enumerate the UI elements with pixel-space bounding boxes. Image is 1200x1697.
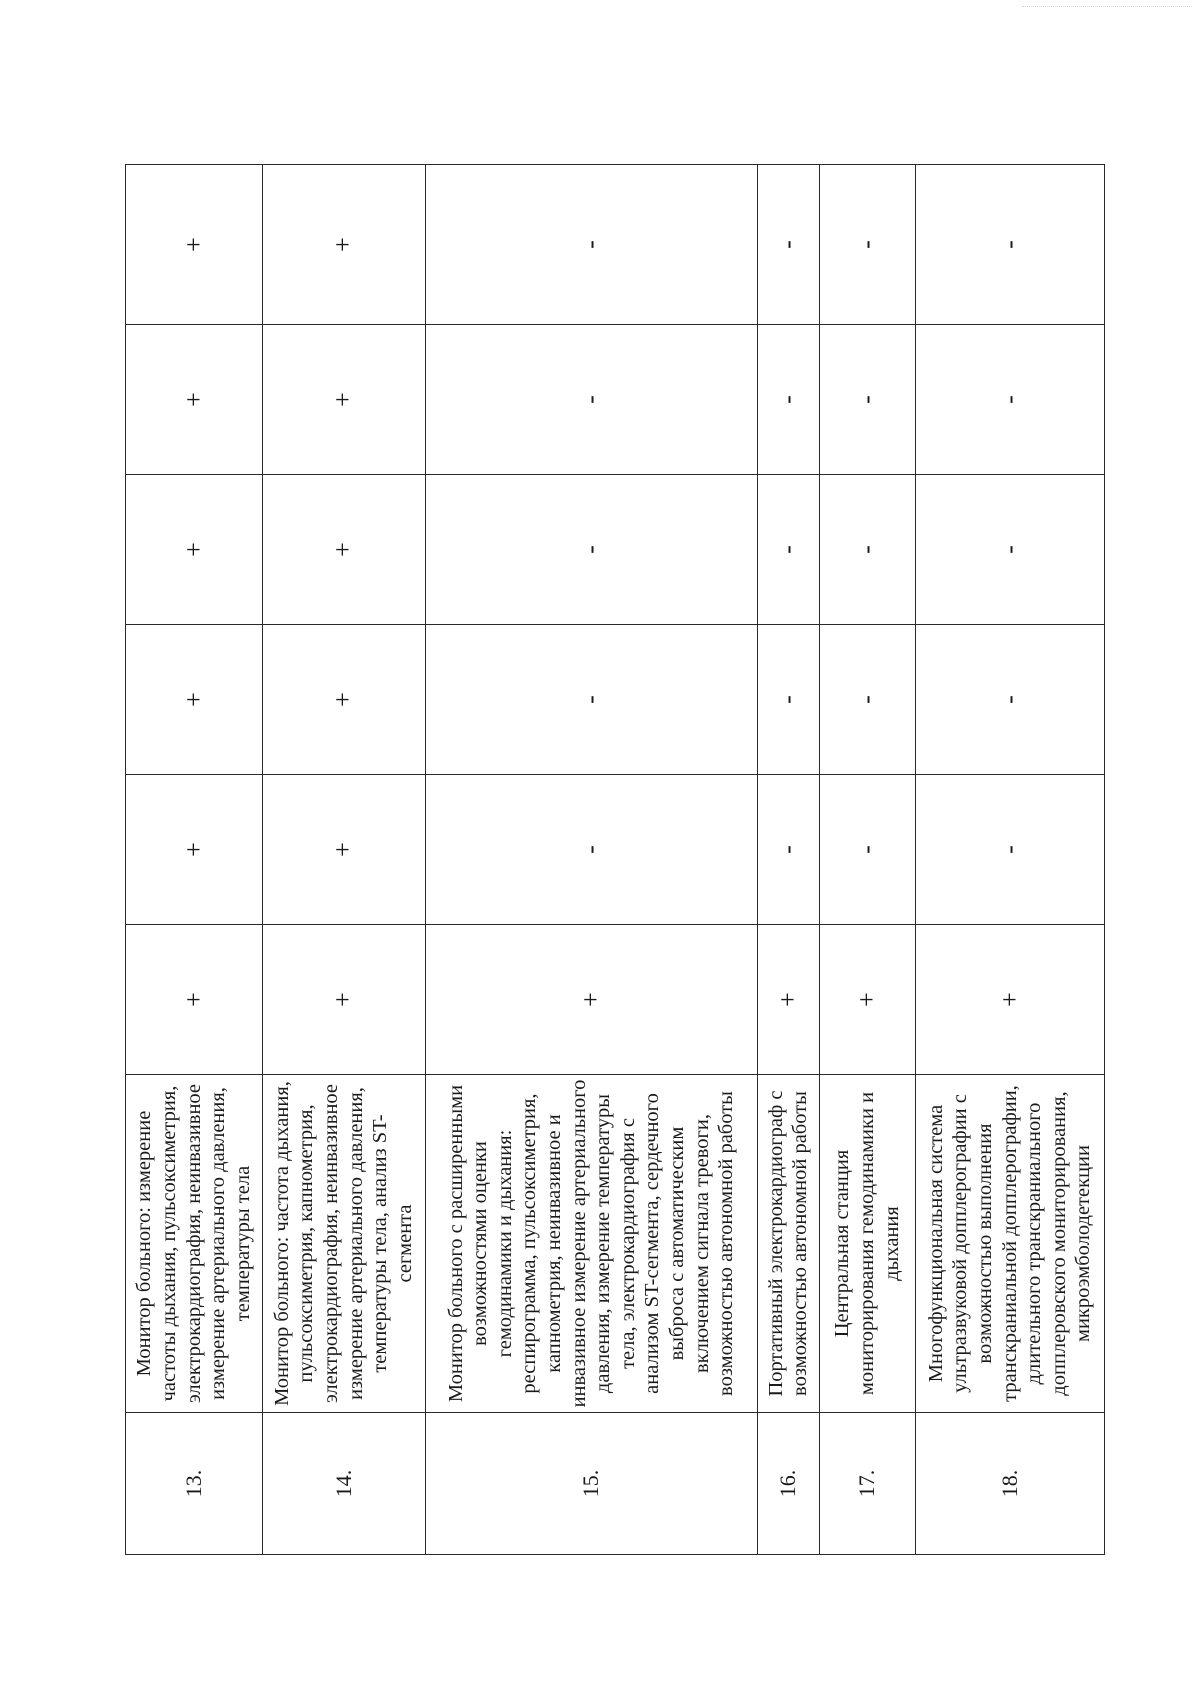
row-mark: - [915, 325, 1104, 475]
row-mark: - [819, 325, 915, 475]
row-mark: + [915, 925, 1104, 1075]
row-number: 13. [126, 1413, 263, 1555]
row-description: Монитор больного с расширенными возможностями оценки гемодинамики и дыхания: респирограмма, пульсоксиметрия, капнометрия, неинвазивное и инвазивное измерение артериального давления, измерение температуры тела, электрокардиография с анализом ST-сегмента, сердечного выброса с автоматическим включением сигнала тревоги, возможностью автономной работы [425, 1075, 757, 1413]
row-mark: + [262, 625, 425, 775]
row-mark: + [126, 325, 263, 475]
row-mark: + [819, 925, 915, 1075]
equipment-table [125, 164, 1105, 1555]
row-mark: - [757, 625, 819, 775]
row-mark: - [757, 775, 819, 925]
row-mark: - [819, 475, 915, 625]
row-number: 14. [262, 1413, 425, 1555]
row-mark: - [425, 625, 757, 775]
row-mark: + [757, 925, 819, 1075]
row-mark: - [819, 165, 915, 325]
row-mark: + [126, 475, 263, 625]
row-number: 16. [757, 1413, 819, 1555]
row-description: Многофункциональная система ультразвуковой допплерографии с возможностью выполнения транскраниальной допплерографии, длительного транскраниального допплеровского мониторирования, микроэмболодетекции [915, 1075, 1104, 1413]
row-mark: - [819, 625, 915, 775]
row-mark: + [262, 925, 425, 1075]
row-number: 17. [819, 1413, 915, 1555]
row-mark: + [262, 775, 425, 925]
row-mark: + [126, 625, 263, 775]
row-description: Центральная станция мониторирования гемодинамики и дыхания [819, 1075, 915, 1413]
row-mark: + [126, 925, 263, 1075]
rotated-table-wrapper [125, 165, 1105, 1555]
row-mark: + [262, 475, 425, 625]
row-number: 15. [425, 1413, 757, 1555]
row-mark: - [915, 475, 1104, 625]
row-mark: - [425, 325, 757, 475]
table-row [819, 165, 915, 1555]
row-mark: + [262, 165, 425, 325]
row-mark: - [757, 165, 819, 325]
row-description: Монитор больного: частота дыхания, пульсоксиметрия, капнометрия, электрокардиография, неинвазивное измерение артериального давления, температуры тела, анализ ST-сегмента [262, 1075, 425, 1413]
table-row [757, 165, 819, 1555]
row-mark: + [126, 165, 263, 325]
table-row [262, 165, 425, 1555]
row-description: Монитор больного: измерение частоты дыхания, пульсоксиметрия, электрокардиография, неинвазивное измерение артериального давления, температуры тела [126, 1075, 263, 1413]
row-description: Портативный электрокардиограф с возможностью автономной работы [757, 1075, 819, 1413]
table-row [126, 165, 263, 1555]
row-mark: - [425, 165, 757, 325]
row-mark: - [915, 165, 1104, 325]
row-mark: + [425, 925, 757, 1075]
table-row [425, 165, 757, 1555]
scan-artifact [1022, 6, 1192, 9]
row-number: 18. [915, 1413, 1104, 1555]
row-mark: - [757, 475, 819, 625]
row-mark: - [757, 325, 819, 475]
row-mark: - [425, 775, 757, 925]
row-mark: + [262, 325, 425, 475]
row-mark: - [915, 625, 1104, 775]
row-mark: - [819, 775, 915, 925]
row-mark: + [126, 775, 263, 925]
row-mark: - [425, 475, 757, 625]
table-row [915, 165, 1104, 1555]
row-mark: - [915, 775, 1104, 925]
